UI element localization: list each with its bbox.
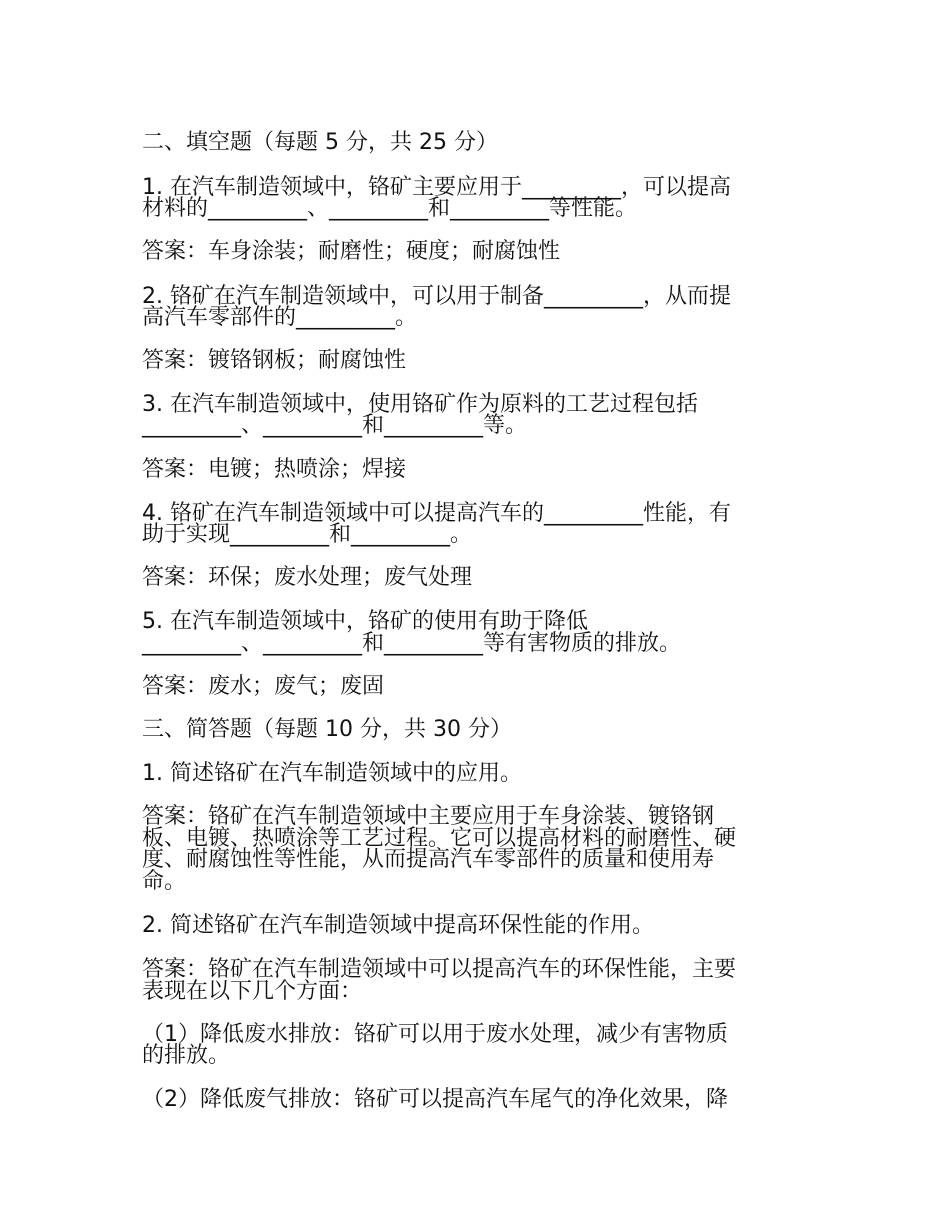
question-1-line-1: 1. 在汽车制造领域中，铬矿主要应用于_________，可以提高 [142,175,731,200]
answer-2: 答案：镀铬钢板；耐腐蚀性 [142,348,407,373]
answer-4: 答案：环保；废水处理；废气处理 [142,565,473,590]
question-2-line-1: 2. 铬矿在汽车制造领域中，可以用于制备_________，从而提 [142,284,731,309]
short-question-2: 2. 简述铬矿在汽车制造领域中提高环保性能的作用。 [142,913,654,938]
question-4-line-2: 助于实现_________和_________。 [142,522,473,547]
short-answer-1-line-3: 度、耐腐蚀性等性能，从而提高汽车零部件的质量和使用寿 [142,847,715,872]
short-answer-1-line-2: 板、电镀、热喷涂等工艺过程。它可以提高材料的耐磨性、硬 [142,826,737,851]
short-answer-2-point-2-line-1: （2）降低废气排放：铬矿可以提高汽车尾气的净化效果，降 [142,1087,728,1112]
short-answer-1-line-1: 答案：铬矿在汽车制造领域中主要应用于车身涂装、镀铬钢 [142,804,715,829]
question-1-line-2: 材料的_________、_________和_________等性能。 [142,196,638,221]
short-answer-1-line-4: 命。 [142,869,187,894]
answer-5: 答案：废水；废气；废固 [142,674,385,699]
question-3-line-1: 3. 在汽车制造领域中，使用铬矿作为原料的工艺过程包括 [142,392,698,417]
section-heading-fill-in: 二、填空题（每题 5 分，共 25 分） [142,130,498,155]
short-answer-2-point-1-line-2: 的排放。 [142,1043,231,1068]
answer-3: 答案：电镀；热喷涂；焊接 [142,457,407,482]
section-heading-short-answer: 三、简答题（每题 10 分，共 30 分） [142,717,512,742]
question-3-line-2: _________、_________和_________等。 [142,413,528,438]
short-answer-2-line-1: 答案：铬矿在汽车制造领域中可以提高汽车的环保性能，主要 [142,957,737,982]
short-answer-2-line-2: 表现在以下几个方面： [142,979,363,1004]
short-answer-2-point-1-line-1: （1）降低废水排放：铬矿可以用于废水处理，减少有害物质 [142,1022,728,1047]
question-5-line-1: 5. 在汽车制造领域中，铬矿的使用有助于降低 [142,609,588,634]
question-4-line-1: 4. 铬矿在汽车制造领域中可以提高汽车的_________性能，有 [142,501,731,526]
question-2-line-2: 高汽车零部件的_________。 [142,305,418,330]
answer-1: 答案：车身涂装；耐磨性；硬度；耐腐蚀性 [142,239,561,264]
question-5-line-2: _________、_________和_________等有害物质的排放。 [142,631,682,656]
short-question-1: 1. 简述铬矿在汽车制造领域中的应用。 [142,761,522,786]
